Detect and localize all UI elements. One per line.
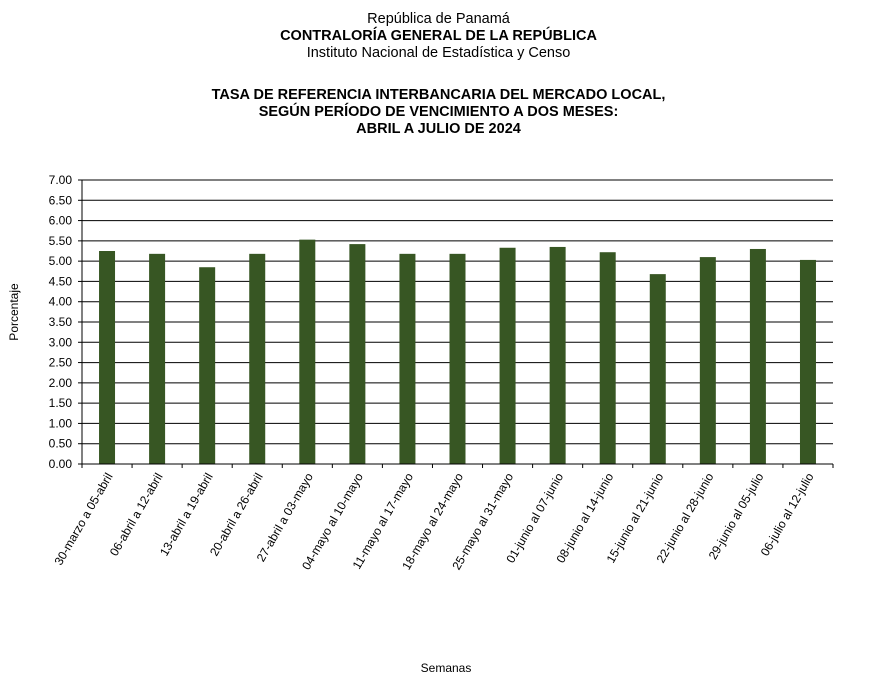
bar [600, 252, 616, 464]
x-tick-label: 22-junio al 28-junio [653, 470, 717, 566]
bar [500, 248, 516, 464]
x-tick-label: 11-mayo al 17-mayo [349, 470, 417, 572]
header-country: República de Panamá [367, 11, 510, 27]
bar [199, 267, 215, 464]
bar [299, 240, 315, 464]
x-tick-label: 04-mayo al 10-mayo [299, 470, 366, 573]
y-tick-label: 7.00 [48, 173, 72, 187]
bar [450, 254, 466, 464]
y-axis-ticks [49, 173, 73, 471]
bar [650, 274, 666, 464]
x-axis-label: Semanas [420, 661, 472, 675]
x-tick-label: 13-abril a 19-abril [156, 470, 216, 559]
x-tick-label: 25-mayo al 31-mayo [449, 470, 517, 573]
x-tick-label: 06-abril a 12-abril [106, 470, 166, 559]
x-axis-ticks [51, 464, 833, 572]
bar [99, 251, 115, 464]
x-tick-label: 08-junio al 14-junio [553, 470, 617, 566]
bar [800, 260, 816, 464]
bar [750, 249, 766, 464]
bar [700, 257, 716, 464]
x-tick-label: 06-julio al 12-julio [757, 470, 817, 559]
y-axis-label: Porcentaje [7, 283, 21, 341]
y-tick-label: 0.00 [48, 457, 72, 471]
chart-title-line-3: ABRIL A JULIO DE 2024 [356, 121, 521, 137]
y-tick-label: 6.00 [48, 213, 72, 228]
y-tick-label: 2.50 [48, 355, 72, 370]
x-tick-label: 30-marzo a 05-abril [51, 470, 116, 568]
y-tick-label: 5.50 [48, 233, 72, 248]
y-tick-label: 2.00 [48, 375, 72, 390]
x-tick-label: 01-junio al 07-junio [503, 470, 567, 566]
chart-title-line-1: TASA DE REFERENCIA INTERBANCARIA DEL MERCADO LOCAL, [211, 87, 666, 103]
bar [249, 254, 265, 464]
y-tick-label: 0.50 [48, 436, 72, 451]
y-tick-label: 6.50 [48, 193, 72, 208]
y-tick-label: 5.00 [48, 254, 72, 269]
x-tick-label: 15-junio al 21-junio [603, 470, 667, 566]
bar [149, 254, 165, 464]
x-tick-label: 20-abril a 26-abril [207, 470, 266, 559]
x-tick-label: 18-mayo al 24-mayo [399, 470, 467, 573]
x-tick-label: 27-abril a 03-mayo [253, 470, 316, 565]
bar [550, 247, 566, 464]
chart-title-line-2: SEGÚN PERÍODO DE VENCIMIENTO A DOS MESES: [258, 104, 619, 120]
y-tick-label: 4.00 [48, 294, 72, 309]
bars [99, 240, 816, 464]
y-tick-label: 1.00 [48, 416, 72, 431]
bar [399, 254, 415, 464]
bar [349, 244, 365, 464]
y-tick-label: 1.50 [48, 396, 72, 411]
y-tick-label: 3.00 [48, 335, 72, 350]
y-tick-label: 3.50 [48, 315, 72, 329]
y-tick-label: 4.50 [48, 274, 72, 289]
header-institution: CONTRALORÍA GENERAL DE LA REPÚBLICA [280, 28, 597, 44]
header-institute: Instituto Nacional de Estadística y Censo [306, 45, 571, 61]
x-tick-label: 29-junio al 05-julio [705, 470, 767, 562]
